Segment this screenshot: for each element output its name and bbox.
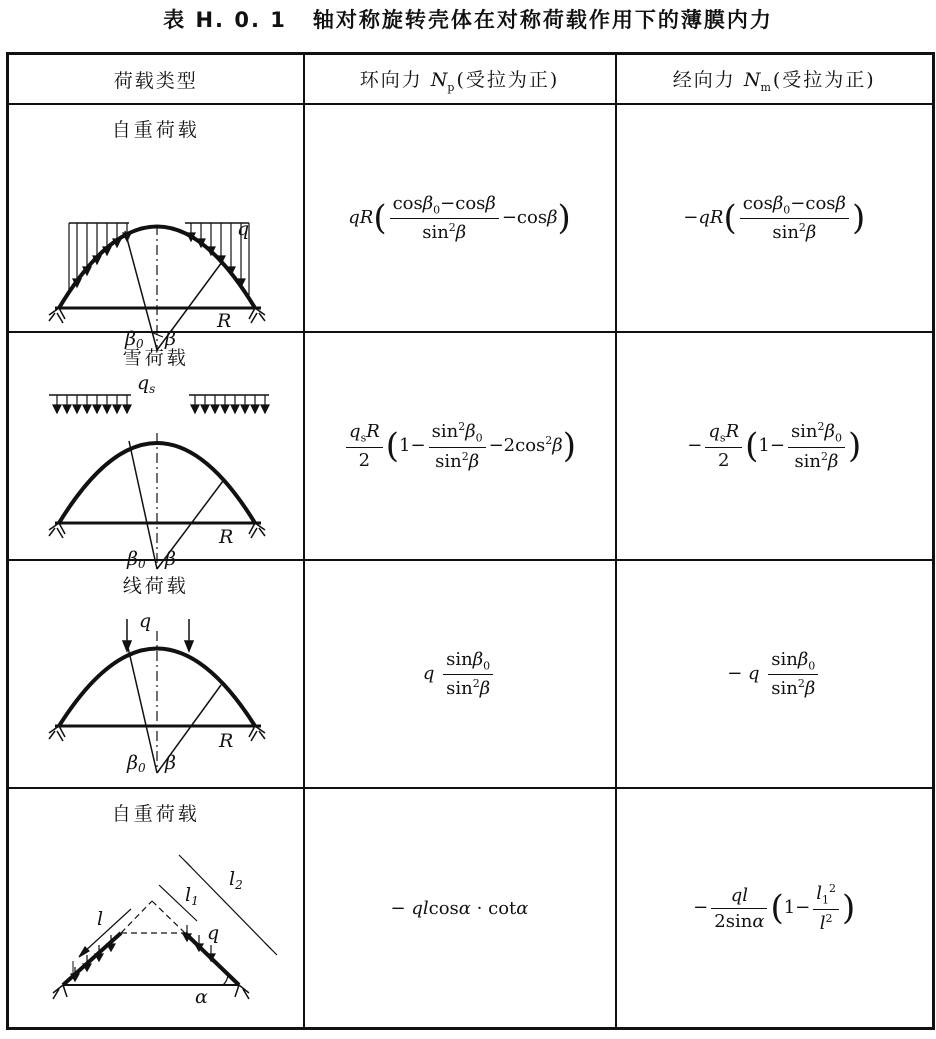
hoop-force-formula-cell [304, 560, 616, 788]
load-type-cell [8, 788, 304, 1029]
angle-symbol-beta: β [165, 752, 176, 774]
hoop-force-formula-cell [304, 788, 616, 1029]
angle-symbol-beta: β [165, 548, 176, 570]
line-load-dome-diagram [9, 561, 305, 789]
meridional-force-formula: − $\frac{ql}{2\sin\alpha}$ (1− $\frac{l_1^2}{l^2}$ ) [693, 882, 856, 934]
radius-symbol-R: R [219, 526, 234, 548]
load-type-label: 自重荷载 [111, 803, 200, 825]
length-symbol-l1: $l_1$ [185, 884, 199, 908]
self-weight-dome-diagram [9, 105, 305, 351]
load-symbol-qs: $q_s$ [137, 372, 156, 396]
meridional-force-formula-cell [616, 332, 934, 560]
table-title: 轴对称旋转壳体在对称荷载作用下的薄膜内力 [312, 8, 773, 32]
hoop-force-formula: q $\frac{\sin\beta_0}{\sin^2\beta}$ [423, 663, 496, 684]
membrane-force-table [6, 52, 935, 1030]
angle-symbol-alpha: α [195, 986, 208, 1008]
length-symbol-l2: $l_2$ [229, 868, 243, 892]
table-row [8, 788, 934, 1029]
snow-load-dome-diagram [9, 333, 305, 571]
load-type-cell [8, 332, 304, 571]
angle-symbol-beta0: β0 [127, 548, 146, 571]
hoop-force-formula-cell [304, 104, 616, 332]
hoop-force-formula: − qlcosα · cotα [390, 897, 529, 919]
angle-symbol-beta0: β0 [125, 328, 144, 351]
table-row [8, 104, 934, 332]
header-load-type: 荷载类型 [8, 54, 304, 105]
meridional-force-formula-cell [616, 560, 934, 788]
header-row [8, 54, 934, 105]
table-caption [0, 4, 936, 34]
header-meridional-force: 经向力 $N_m$(受拉为正) [616, 54, 934, 105]
meridional-force-formula-cell [616, 788, 934, 1029]
header-hoop-force: 环向力 $N_p$(受拉为正) [304, 54, 616, 105]
load-type-cell [8, 104, 304, 351]
load-type-cell [8, 560, 304, 788]
load-symbol-q: q [237, 218, 250, 240]
conical-shell-diagram [9, 789, 305, 1027]
load-type-label: 雪荷载 [122, 347, 189, 369]
load-type-label: 线荷载 [122, 575, 189, 597]
meridional-force-formula-cell [616, 104, 934, 332]
angle-symbol-beta: β [165, 328, 176, 350]
table-number: 表 H. 0. 1 [163, 8, 287, 32]
radius-symbol-R: R [219, 730, 234, 752]
table-row [8, 332, 934, 560]
hoop-force-formula: $\frac{q_sR}{2}$ (1− $\frac{\sin^2\beta_0}{\sin^2\beta}$ $-2\cos^2\beta$) [343, 435, 576, 456]
load-symbol-q: q [139, 610, 152, 632]
length-symbol-l: l [97, 908, 104, 930]
radius-symbol-R: R [217, 310, 232, 332]
hoop-force-formula: qR( $\frac{\cos\beta_0-\cos\beta}{\sin^2\beta}$ −cosβ) [348, 192, 571, 244]
table-row [8, 560, 934, 788]
meridional-force-formula: − q $\frac{\sin\beta_0}{\sin^2\beta}$ [727, 663, 821, 684]
hoop-force-formula-cell [304, 332, 616, 560]
load-symbol-q: q [207, 922, 220, 944]
load-type-label: 自重荷载 [111, 119, 200, 141]
meridional-force-formula: − $\frac{q_sR}{2}$ (1− $\frac{\sin^2\beta_0}{\sin^2\beta}$ ) [687, 420, 862, 472]
meridional-force-formula: −qR( $\frac{\cos\beta_0-\cos\beta}{\sin^2\beta}$ ) [683, 192, 866, 244]
angle-symbol-beta0: β0 [127, 752, 146, 775]
